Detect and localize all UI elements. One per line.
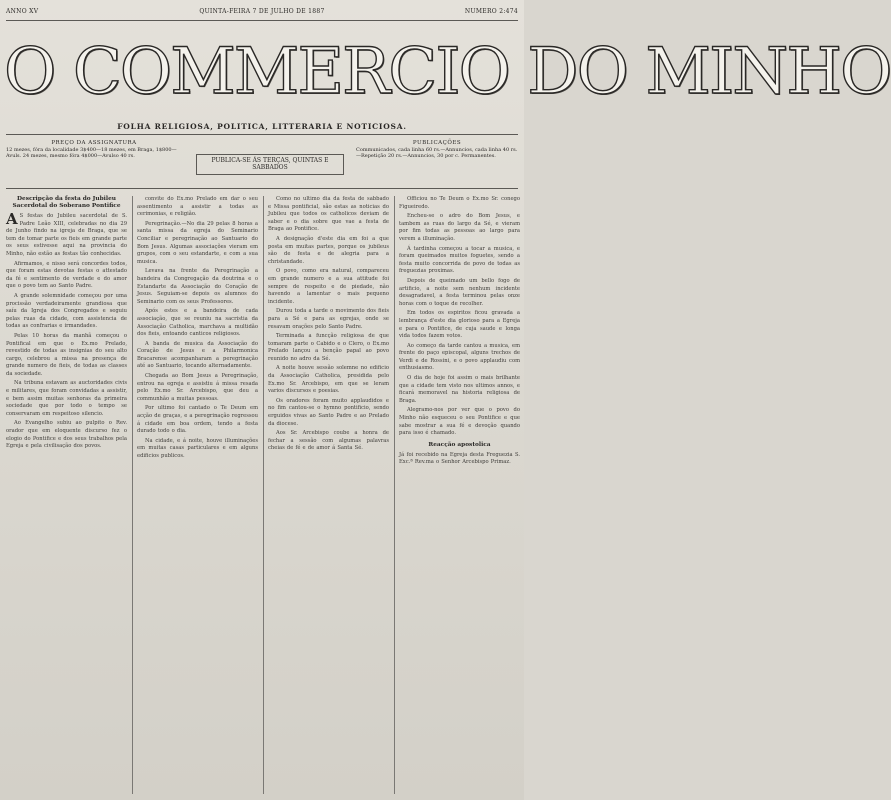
publications-title: PUBLICAÇÕES [412,140,462,146]
publications-text: Communicados, cada linha 60 rs.—Annuncios, cada linha 40 rs.—Repetição 20 rs.—Annuncios, 30 por c. Permanentes. [356,146,518,159]
paragraph [6,380,127,418]
paragraph [137,438,258,461]
paragraph-text: Como no ultimo dia da festa de sabbado e Missa pontificial, são estas as noticias do Jubileu que todos os catholicos deviam de saber e o dia sobre que vae a festa de Braga ao Pontifice. [268,196,389,233]
paragraph-text: Os oradores foram muito applaudidos e no fim cantou-se o hymno pontificio, sendo erguidos vivas ao Santo Padre e ao Prelado da diocese. [268,397,389,427]
paragraph-text: Ao começo da tarde cantou a musica, em frente do paço episcopal, alguns trechos de Verdi e de Rossini, e o povo applaudiu com enthusiasmo. [399,342,520,372]
subscription-title: PREÇO DA ASSIGNATURA [51,140,137,146]
column-divider [394,196,395,794]
paragraph [137,405,258,435]
subscription-box [6,140,182,160]
paragraph-text: Na cidade, e á noite, houve illuminações em muitas casas particulares e em alguns edificios publicos. [137,437,258,459]
drop-cap: A [6,210,18,228]
paragraph [399,343,520,373]
paragraph [6,333,127,379]
paragraph [268,196,389,234]
paragraph [399,375,520,405]
paragraph [399,278,520,308]
paragraph [137,373,258,403]
issue-number: NUMERO 2:474 [464,8,518,15]
paragraph [268,365,389,395]
paragraph-text: Alegramo-nos por ver que o povo do Minho não esqueceu o seu Pontifice e que sabe mostrar a sua fé e devoção quando para isso é chamado. [399,407,520,437]
paragraph [137,341,258,371]
paragraph [399,246,520,276]
column-3-text [268,196,389,453]
column-4-text [399,196,520,438]
paragraph-text: Afirmamos, e nisso será concordes todos, que foram estas devotas festas o attestado da fé e sentimento de verdade e do amor que o povo tem ao Santo Padre. [6,260,127,290]
paragraph [268,333,389,363]
volume-label: ANNO XV [6,8,39,15]
section-heading: Reacção apostolica [428,441,491,448]
paragraph-text: Encheu-se o adro do Bom Jesus, e tambem as ruas do largo da Sé, e vieram por fim todas as pessoas ao largo para verem a illuminação. [399,213,520,242]
paragraph [268,398,389,428]
paragraph-text: Em todos os espiritos ficou gravada a lembrança d'este dia glorioso para a Egreja e para o Pontifice, de cuja saude e longa vida todos fazem votos. [399,310,520,340]
paragraph-text: Chegada ao Bom Jesus a Peregrinação, entrou na egreja e assistiu á missa resada pelo Ex.mo Sr. Arcebispo, que deu a communhão a muitas pessoas. [137,373,258,402]
paragraph [399,407,520,437]
paragraph-text: Ao Evangelho subiu ao pulpito o Rev. orador que em eloquente discurso fez o elogio do Pontifice e dos seus trabalhos pela Egreja e pela civilisação dos povos. [6,420,127,450]
paragraph-text: convite do Ex.mo Prelado em dar o seu assentimento a assistir a todas as cerimonias, e religião. [137,196,258,218]
paragraph [6,261,127,291]
paragraph-text: Officiou no Te Deum o Ex.mo Sr. conego Figueiredo. [399,196,520,210]
paragraph-text: O povo, como era natural, compareceu em grande numero e a sua attitude foi sempre de respeito e de piedade, não havendo a lamentar o mais pequeno incidente. [268,268,389,305]
paragraph-text: Após estes e a bandeira de cada associação, que se reuniu na sacristia da Associação Catholica, marchava a multidão dos fieis, entoando canticos religiosos. [137,308,258,338]
publications-box [356,140,518,160]
paragraph-text: Por ultimo foi cantado o Te Deum em acção de graças, e a peregrinação regressou á cidade em boa ordem, tendo a festa durado todo o dia. [137,405,258,435]
info-rule [6,188,518,189]
paragraph-text: Aos Sr. Arcebispo coube a honra de fechar a sessão com algumas palavras cheias de fé e de amor á Santa Sé. [268,430,389,452]
header-line [6,8,518,20]
column-1 [6,196,127,794]
paragraph-text: A grande solemnidade começou por uma procissão verdadeiramente grandiosa que saíu da Igreja dos Congregados e seguiu pelas ruas da cidade, com assistencia de todas as confrarias e irmandades. [6,292,127,330]
column-2-text [137,196,258,461]
column-1-text [6,210,127,451]
paragraph [6,293,127,331]
paragraph-text: A designação d'este dia em foi a que posta em muitas partes, porque os jubileus são de festa e de alegria para a christandade. [268,235,389,265]
article-heading: Descripção da festa do Jubileu Sacerdotal do Soberano Pontifice [12,196,121,209]
paragraph [399,213,520,243]
paragraph [399,310,520,340]
paragraph [268,236,389,266]
paragraph [6,210,127,259]
paragraph-text: Depois de queimado um bello fogo de artificio, a noite sem nenhum incidente desagradavel, a festa terminou pelas onze horas com o toque de recolher. [399,277,520,307]
header-rule [6,20,518,21]
paragraph-text: S festas do Jubileu sacerdotal de S. Padre Leão XIII, celebradas no dia 29 de Junho findo na igreja de Braga, que se tem de tomar parte os fieis em grande parte os seus estivesse aqui na provincia do Minho, não estão as festas tão conhecidas. [6,213,127,257]
paragraph-text: Levava na frente da Peregrinação a bandeira da Congregação da doutrina e o Estandarte da Associação do Coração de Jesus. Seguiam-se depois os alumnos do Seminario com os seus Professores. [137,268,258,305]
paragraph [399,196,520,211]
paragraph-text: Peregrinação.—No dia 29 pelas 8 horas a santa missa da egreja do Seminario Conciliar e peregrinação ao Santuario do Bom Jesus. Algumas associações vieram em grupos, com o seu estandarte, e com a sua musica. [137,220,258,265]
paragraph [268,268,389,306]
column-divider [132,196,133,794]
column-2 [137,196,258,794]
article-columns [6,196,518,796]
paragraph-text: Á tardinha começou a tocar a musica, e foram queimados muitos foguetes, sendo a festa muito concorrida de povo de todas as freguezias proximas. [399,245,520,275]
paragraph-text: Na tribuna estavam as auctoridades civis e militares, que foram convidadas a assistir, e bem assim muitas senhoras da primeira sociedade que por todo o tempo se conservaram em respeitoso silencio. [6,380,127,417]
paragraph [137,196,258,219]
paragraph [137,308,258,338]
column-3 [268,196,389,794]
info-bar [6,140,518,184]
paragraph-text: Terminada a funcção religiosa de que tomaram parte o Cabido e o Clero, o Ex.mo Prelado lançou a benção papal ao povo reunido no adro da Sé. [268,333,389,362]
paragraph-text: A banda de musica da Associação do Coração de Jesus e a Philarmonica Bracarense acompanharam a peregrinação até ao Santuario, tocando alternadamente. [137,340,258,370]
paragraph-text: Durou toda a tarde o movimento dos fieis para a Sé e para as egrejas, onde se resavam orações pelo Santo Padre. [268,308,389,330]
paragraph [268,308,389,331]
subtitle-rule [6,134,518,135]
paragraph [137,268,258,306]
publication-days: PUBLICA-SE ÁS TERÇAS, QUINTAS E SABBADOS [196,154,344,175]
paragraph [6,420,127,450]
column-divider [263,196,264,794]
paragraph [137,221,258,267]
column-4 [399,196,520,794]
subscription-text: 12 mezes, fóra da localidade 3$400—18 mezes, em Braga, 1$800—Avuls. 24 mezes, mesmo fóra 4$000—Avulso 40 rs. [6,146,177,159]
newspaper-title: O COMMERCIO DO MINHO [4,35,891,109]
section-text: Já foi recebido na Egreja desta Freguezia S. Exc.ª Rev.ma o Senhor Arcebispo Primaz. [399,451,520,466]
paragraph-text: A noite houve sessão solemne no edificio da Associação Catholica, presidida pelo Ex.mo Sr. Arcebispo, em que se leram varios discursos e poesias. [268,365,389,395]
paragraph [268,430,389,453]
newspaper-subtitle: FOLHA RELIGIOSA, POLITICA, LITTERARIA E NOTICIOSA. [117,122,407,131]
paragraph-text: O dia de hoje foi assim o mais brilhante que a cidade tem visto nos ultimos annos, e ficará memoravel na historia religiosa de Braga. [399,375,520,404]
paragraph-text: Pelas 10 horas da manhã começou o Pontifical em que o Ex.mo Prelado, revestido de todas as insignias do seu alto cargo, celebrou a missa na presença de grande numero de fieis, de todas as classes da sociedade. [6,332,127,377]
issue-date: QUINTA-FEIRA 7 DE JULHO DE 1887 [199,8,325,15]
